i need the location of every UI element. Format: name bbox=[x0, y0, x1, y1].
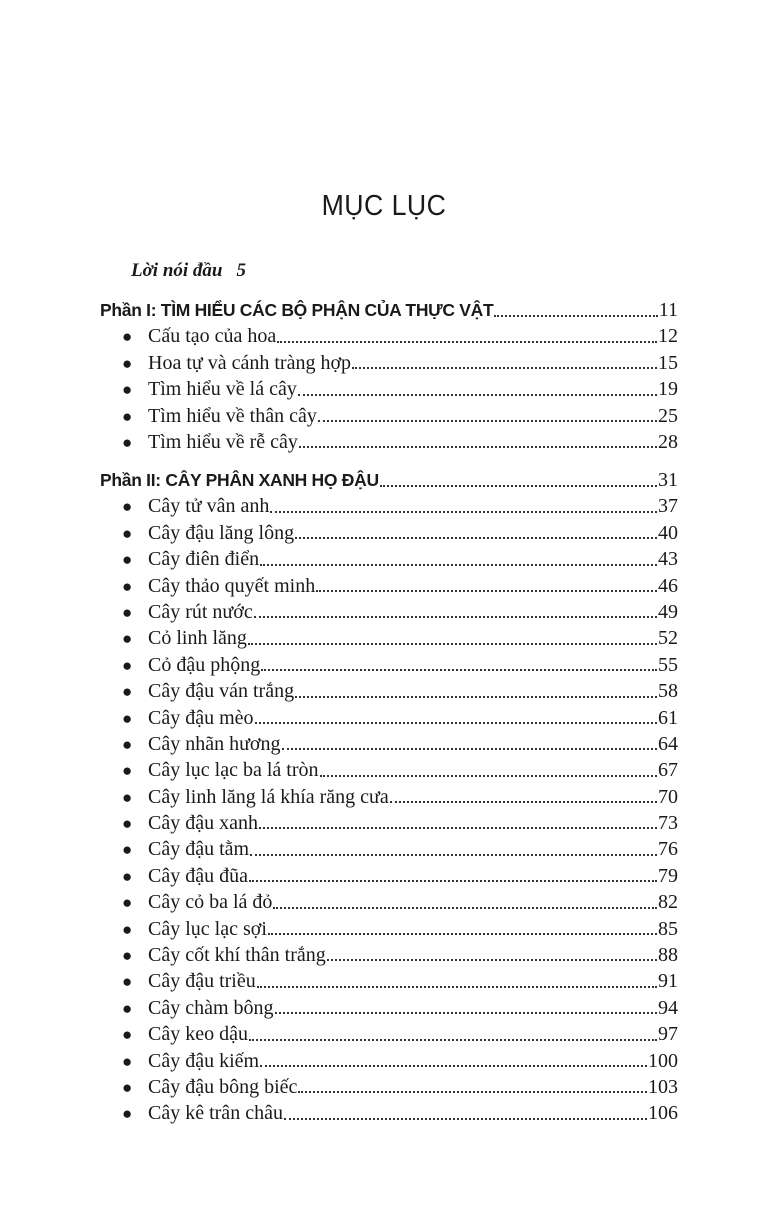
toc-part-title: Phần II: CÂY PHÂN XANH HỌ ĐẬU bbox=[100, 470, 379, 490]
toc-page-number: 91 bbox=[658, 970, 678, 993]
toc-item-label: Cấu tạo của hoa bbox=[148, 325, 277, 348]
toc-item[interactable] bbox=[100, 836, 678, 862]
bullet-icon: ● bbox=[122, 1051, 133, 1071]
toc-page-number: 97 bbox=[658, 1023, 678, 1046]
dot-leader bbox=[494, 315, 657, 317]
bullet-icon: ● bbox=[122, 919, 133, 939]
toc-item[interactable] bbox=[100, 625, 678, 651]
bullet-icon: ● bbox=[122, 432, 133, 452]
dot-leader bbox=[255, 722, 657, 724]
toc-page-number: 28 bbox=[658, 430, 678, 453]
dot-leader bbox=[249, 1039, 657, 1041]
bullet-icon: ● bbox=[122, 734, 133, 754]
toc-page-number: 85 bbox=[658, 917, 678, 940]
toc-page-number: 46 bbox=[658, 574, 678, 597]
toc-item[interactable] bbox=[100, 493, 678, 519]
toc-item[interactable] bbox=[100, 942, 678, 968]
bullet-icon: ● bbox=[122, 893, 133, 913]
toc-item[interactable] bbox=[100, 757, 678, 783]
toc-item[interactable] bbox=[100, 731, 678, 757]
dot-leader bbox=[284, 1118, 647, 1120]
toc-item[interactable] bbox=[100, 350, 678, 376]
toc-page-number: 79 bbox=[658, 864, 678, 887]
toc-item[interactable] bbox=[100, 705, 678, 731]
bullet-icon: ● bbox=[122, 576, 133, 596]
toc-item[interactable] bbox=[100, 863, 678, 889]
toc-item-label: Cây linh lăng lá khía răng cưa bbox=[148, 785, 389, 808]
dot-leader bbox=[275, 1012, 657, 1014]
dot-leader bbox=[320, 775, 658, 777]
bullet-icon: ● bbox=[122, 946, 133, 966]
toc-page-number: 73 bbox=[658, 812, 678, 835]
bullet-icon: ● bbox=[122, 998, 133, 1018]
toc-item[interactable] bbox=[100, 968, 678, 994]
toc-item-label: Cây lục lạc ba lá tròn bbox=[148, 759, 319, 782]
toc-item-label: Tìm hiểu về lá cây bbox=[148, 378, 297, 401]
dot-leader bbox=[390, 801, 657, 803]
toc-item[interactable] bbox=[100, 678, 678, 704]
toc-item-label: Cây tử vân anh bbox=[148, 495, 270, 518]
toc-page-number: 19 bbox=[658, 378, 678, 401]
toc-page-number: 37 bbox=[658, 495, 678, 518]
bullet-icon: ● bbox=[122, 629, 133, 649]
toc-item-label: Cây đậu mèo bbox=[148, 706, 254, 729]
toc-item[interactable] bbox=[100, 784, 678, 810]
bullet-icon: ● bbox=[122, 655, 133, 675]
bullet-icon: ● bbox=[122, 761, 133, 781]
toc-page-number: 55 bbox=[658, 653, 678, 676]
dot-leader bbox=[257, 986, 657, 988]
toc-item[interactable] bbox=[100, 1074, 678, 1100]
toc-page-number: 11 bbox=[658, 299, 678, 321]
toc-page-number: 43 bbox=[658, 548, 678, 571]
dot-leader bbox=[254, 616, 657, 618]
toc-part-2 bbox=[100, 467, 678, 1127]
toc-item-label: Cây đậu đũa bbox=[148, 864, 248, 887]
dot-leader bbox=[268, 933, 657, 935]
toc-item[interactable] bbox=[100, 1048, 678, 1074]
toc-page-number: 76 bbox=[658, 838, 678, 861]
toc-page-number: 103 bbox=[648, 1075, 678, 1098]
dot-leader bbox=[380, 485, 657, 487]
dot-leader bbox=[299, 446, 657, 448]
dot-leader bbox=[249, 880, 657, 882]
dot-leader bbox=[295, 696, 657, 698]
toc-item[interactable] bbox=[100, 429, 678, 455]
toc-part-title: Phần I: TÌM HIỂU CÁC BỘ PHẬN CỦA THỰC VẬT bbox=[100, 300, 494, 320]
toc-item[interactable] bbox=[100, 573, 678, 599]
bullet-icon: ● bbox=[122, 602, 133, 622]
bullet-icon: ● bbox=[122, 1025, 133, 1045]
dot-leader bbox=[327, 959, 657, 961]
toc-item[interactable] bbox=[100, 810, 678, 836]
toc-page-number: 40 bbox=[658, 521, 678, 544]
toc-item[interactable] bbox=[100, 599, 678, 625]
toc-part-1 bbox=[100, 297, 678, 455]
dot-leader bbox=[282, 748, 657, 750]
toc-item-label: Cây đậu ván trắng bbox=[148, 680, 295, 703]
toc-item-label: Cây điên điển bbox=[148, 548, 260, 571]
dot-leader bbox=[316, 590, 657, 592]
bullet-icon: ● bbox=[122, 327, 133, 347]
toc-page-number: 64 bbox=[658, 732, 678, 755]
dot-leader bbox=[270, 511, 657, 513]
toc-item[interactable] bbox=[100, 323, 678, 349]
toc-item-label: Cây nhãn hương bbox=[148, 732, 281, 755]
toc-page-number: 70 bbox=[658, 785, 678, 808]
bullet-icon: ● bbox=[122, 972, 133, 992]
toc-item[interactable] bbox=[100, 1100, 678, 1126]
bullet-icon: ● bbox=[122, 497, 133, 517]
dot-leader bbox=[273, 907, 657, 909]
bullet-icon: ● bbox=[122, 406, 133, 426]
toc-item[interactable] bbox=[100, 403, 678, 429]
toc-page-number: 15 bbox=[658, 351, 678, 374]
dot-leader bbox=[261, 669, 657, 671]
toc-page-number: 67 bbox=[658, 759, 678, 782]
dot-leader bbox=[277, 341, 657, 343]
toc-item[interactable] bbox=[100, 520, 678, 546]
toc-item-label: Cây lục lạc sợi bbox=[148, 917, 267, 940]
toc-item-label: Cây đậu tằm bbox=[148, 838, 250, 861]
bullet-icon: ● bbox=[122, 814, 133, 834]
dot-leader bbox=[295, 537, 657, 539]
toc-intro-label: Lời nói đầu bbox=[131, 260, 223, 281]
toc-item-label: Cây đậu bông biếc bbox=[148, 1075, 298, 1098]
dot-leader bbox=[318, 420, 657, 422]
bullet-icon: ● bbox=[122, 380, 133, 400]
toc-item-label: Cây cốt khí thân trắng bbox=[148, 944, 326, 967]
dot-leader bbox=[298, 1091, 647, 1093]
toc-item-label: Cây đậu lăng lông bbox=[148, 521, 295, 544]
dot-leader bbox=[260, 1065, 647, 1067]
toc-page-number: 106 bbox=[648, 1102, 678, 1125]
toc-item[interactable] bbox=[100, 1021, 678, 1047]
toc-page-number: 88 bbox=[658, 944, 678, 967]
bullet-icon: ● bbox=[122, 840, 133, 860]
dot-leader bbox=[248, 643, 657, 645]
page-title: MỤC LỤC bbox=[321, 190, 447, 222]
bullet-icon: ● bbox=[122, 866, 133, 886]
toc-item-label: Cây kê trân châu bbox=[148, 1102, 283, 1125]
dot-leader bbox=[352, 367, 657, 369]
dot-leader bbox=[260, 564, 657, 566]
bullet-icon: ● bbox=[122, 353, 133, 373]
toc-page-number: 49 bbox=[658, 600, 678, 623]
toc-item-label: Cây đậu triều bbox=[148, 970, 256, 993]
bullet-icon: ● bbox=[122, 550, 133, 570]
toc-item[interactable] bbox=[100, 916, 678, 942]
bullet-icon: ● bbox=[122, 787, 133, 807]
toc-item-label: Cỏ linh lăng bbox=[148, 627, 247, 650]
toc-page-number: 61 bbox=[658, 706, 678, 729]
toc-item-label: Cây rút nước bbox=[148, 600, 253, 623]
bullet-icon: ● bbox=[122, 1077, 133, 1097]
bullet-icon: ● bbox=[122, 708, 133, 728]
toc-intro-page: 5 bbox=[236, 260, 246, 281]
toc-item-label: Cây cỏ ba lá đỏ bbox=[148, 891, 273, 914]
dot-leader bbox=[250, 854, 657, 856]
toc-item[interactable] bbox=[100, 995, 678, 1021]
dot-leader bbox=[298, 394, 657, 396]
toc-page-number: 25 bbox=[658, 404, 678, 427]
toc-intro-entry[interactable] bbox=[131, 260, 246, 282]
toc-page-number: 100 bbox=[648, 1049, 678, 1072]
toc-page-number: 31 bbox=[658, 469, 678, 491]
bullet-icon: ● bbox=[122, 523, 133, 543]
toc-item[interactable] bbox=[100, 546, 678, 572]
toc-item[interactable] bbox=[100, 652, 678, 678]
toc-item-label: Cây keo dậu bbox=[148, 1023, 248, 1046]
toc-page-number: 94 bbox=[658, 996, 678, 1019]
toc-part-heading[interactable] bbox=[100, 297, 678, 323]
toc-item-label: Tìm hiểu về rễ cây bbox=[148, 430, 298, 453]
toc-part-heading[interactable] bbox=[100, 467, 678, 493]
toc-page-number: 52 bbox=[658, 627, 678, 650]
toc-item-label: Tìm hiểu về thân cây bbox=[148, 404, 317, 427]
bullet-icon: ● bbox=[122, 1104, 133, 1124]
toc-item-label: Cỏ đậu phộng bbox=[148, 653, 261, 676]
toc-page-number: 82 bbox=[658, 891, 678, 914]
toc-item-label: Cây chàm bông bbox=[148, 996, 274, 1019]
dot-leader bbox=[259, 827, 657, 829]
toc-item[interactable] bbox=[100, 889, 678, 915]
toc-page-number: 58 bbox=[658, 680, 678, 703]
bullet-icon: ● bbox=[122, 682, 133, 702]
toc-item-label: Cây thảo quyết minh bbox=[148, 574, 316, 597]
toc-item-label: Hoa tự và cánh tràng hợp bbox=[148, 351, 352, 374]
toc-item-label: Cây đậu xanh bbox=[148, 812, 258, 835]
toc-item[interactable] bbox=[100, 376, 678, 402]
toc-item-label: Cây đậu kiếm bbox=[148, 1049, 260, 1072]
toc-page-number: 12 bbox=[658, 325, 678, 348]
